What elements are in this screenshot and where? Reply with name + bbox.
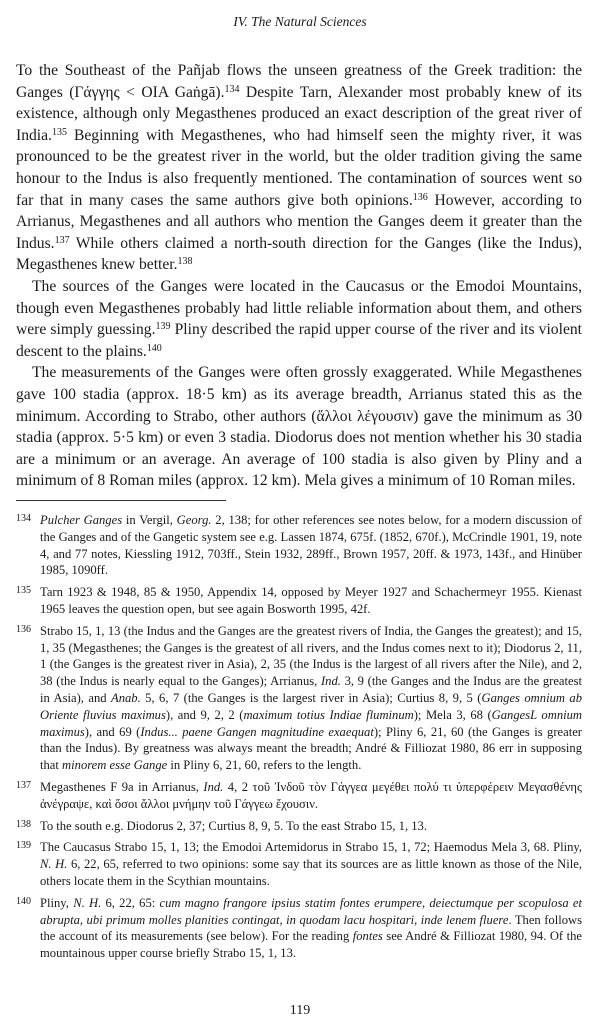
italic-span: Anab.	[111, 690, 141, 705]
footnote-135	[16, 584, 582, 618]
footnote-ref-136[interactable]: 136	[412, 191, 428, 203]
footnotes	[16, 512, 582, 967]
text-span: While others claimed a north-south direction for the Ganges (like the Indus), Megasthenes knew better.	[16, 234, 582, 274]
text-span: The Caucasus Strabo 15, 1, 13; the Emodoi Artemidorus in Strabo 15, 1, 72; Haemodus Mela 3, 68. Pliny,	[40, 840, 582, 855]
footnote-140	[16, 895, 582, 962]
main-text	[16, 60, 582, 492]
footnote-number: 136	[16, 623, 31, 635]
text-span: Pliny described the rapid upper course of the river and its violent descent to the plains.	[16, 321, 582, 360]
footnote-ref-137[interactable]: 137	[54, 234, 70, 246]
footnote-139	[16, 839, 582, 889]
footnote-text	[40, 895, 582, 962]
footnote-ref-135[interactable]: 135	[51, 126, 67, 138]
text-span: in Pliny 6, 21, 60, refers to the length.	[167, 758, 362, 773]
footnote-number: 138	[16, 818, 31, 830]
text-span: Despite Tarn, Alexander most probably knew of its existence, although only Megasthenes produced an exact description of the great river of India.	[16, 83, 582, 144]
text-span: see André & Filliozat 1980, 94. Of the mountainous upper course briefly Strabo 15, 1, 13.	[40, 929, 582, 961]
footnote-number: 140	[16, 895, 31, 907]
paragraph-ganges-sources	[16, 276, 582, 362]
italic-span: minorem esse Gange	[62, 758, 168, 773]
footnote-number: 137	[16, 779, 31, 791]
italic-span: Ind.	[203, 779, 224, 794]
italic-span: GangesL omnium maximus	[40, 707, 583, 739]
text-span: 4, 2 τοῦ Ἰνδοῦ τὸν Γάγγεα μεγέθει πολύ τι ὑπερφέρειν Μεγασθένης ἀνέγραψε, καὶ ὅσοι ἄλλοι μνήμην τοῦ Γάγγεω ἔχουσιν.	[40, 779, 582, 811]
text-span: ), and 9, 2, 2 (	[165, 707, 244, 722]
text-span: Strabo 15, 1, 13 (the Indus and the Ganges are the greatest rivers of India, the Ganges the greatest); and 15, 1, 35 (Megasthenes; the Ganges is the greatest of all rivers, and the Indus comes next to it); Diodorus 2, 11, 1 (the Ganges is the greatest river in Asia), 2, 35 (the Indus is the largest of all rivers after the Nile), and 2, 38 (the Indus is nearly equal to the Ganges); Arrianus,	[40, 623, 582, 689]
text-span: ); Pliny 6, 21, 60 (the Ganges is greater than the Indus). By greatness was always meant the breadth; André & Filliozat 1980, 86 err in supposing that	[40, 724, 582, 773]
text-span: Megasthenes F 9a in Arrianus,	[40, 779, 204, 794]
text-span: 6, 22, 65:	[101, 895, 160, 910]
footnote-text	[40, 818, 582, 835]
text-span: 6, 22, 65, referred to two opinions: some say that its sources are as little known as those of the Nile, others locate them in the Scythian mountains.	[40, 857, 582, 888]
text-span: However, according to Arrianus, Megasthenes and all authors who mention the Ganges deem it greater than the Indus.	[16, 191, 582, 252]
text-span: Pliny,	[40, 895, 74, 910]
italic-span: N. H.	[40, 857, 68, 872]
text-span: . Then follows the account of its measurements (see below). For the reading	[40, 912, 582, 944]
footnote-number: 134	[16, 513, 31, 524]
footnote-ref-138[interactable]: 138	[177, 256, 193, 268]
footnote-number: 139	[16, 840, 31, 852]
italic-span: fontes	[352, 929, 383, 944]
footnote-text	[40, 779, 582, 813]
text-span: To the Southeast of the Pañjab flows the unseen greatness of the Greek tradition: the Ganges (Γάγγης < OIA Gaṅgā).	[16, 62, 582, 101]
footnote-divider	[16, 500, 226, 501]
footnote-ref-140[interactable]: 140	[146, 342, 162, 354]
italic-span: Ind.	[320, 674, 341, 689]
page-number: 119	[289, 1003, 311, 1018]
footnote-136	[16, 623, 582, 774]
text-span: ), and 69 (	[84, 724, 141, 739]
footnote-text	[40, 623, 582, 774]
italic-span: Indus... paene Gangen magnitudine exaequat	[140, 724, 374, 739]
text-span: Tarn 1923 & 1948, 85 & 1950, Appendix 14, opposed by Meyer 1927 and Schachermeyr 1955. Kienast 1965 leaves the question open, but see again Bosworth 1995, 42f.	[40, 585, 582, 616]
footnote-137	[16, 779, 582, 813]
footnote-text	[40, 839, 582, 889]
text-span: 5, 6, 7 (the Ganges is the largest river in Asia); Curtius 8, 9, 5 (	[140, 690, 482, 705]
footnote-text	[40, 584, 582, 618]
text-span: To the south e.g. Diodorus 2, 37; Curtius 8, 9, 5. To the east Strabo 15, 1, 13.	[40, 818, 427, 833]
italic-span: Georg.	[176, 513, 212, 527]
italic-span: N. H.	[73, 895, 102, 910]
italic-span: Ganges omnium ab Oriente fluvius maximus	[40, 690, 582, 722]
footnote-number: 135	[16, 585, 31, 597]
text-span: 3, 9 (the Ganges and the Indus are the greatest in Asia), and	[40, 674, 582, 705]
footnote-text	[40, 512, 582, 579]
footnote-134	[16, 512, 582, 579]
text-span: in Vergil,	[122, 513, 177, 527]
text-span: 2, 138; for other references see notes below, for a modern discussion of the Ganges and of the Gangetic system see e.g. Lassen 1874, 675f. (1852, 670f.), McCrindle 1901, 19, note 4, and 77 notes, Kiessling 1912, 703ff., Stein 1932, 289ff., Brown 1957, 20ff. & 1973, 143f., and Hinüber 1985, 1090ff.	[40, 513, 582, 578]
paragraph-ganges-measurements: The measurements of the Ganges were often grossly exaggerated. While Megasthenes gave 100 stadia (approx. 18·5 km) as its average breadth, Arrianus stated this as the minimum. According to Strabo, other authors (ἄλλοι λέγουσιν) gave the minimum as 30 stadia (approx. 5·5 km) or even 3 stadia. Diodorus does not mention whether his 30 stadia are a minimum or an average. An average of 100 stadia is also given by Pliny and a minimum of 8 Roman miles (approx. 12 km). Mela gives a minimum of 10 Roman miles.	[16, 364, 582, 490]
running-header: IV. The Natural Sciences	[233, 14, 367, 29]
text-span: The sources of the Ganges were located in the Caucasus or the Emodoi Mountains, though even Megasthenes probably had little reliable information about them, and others were simply guessing.	[16, 277, 582, 339]
text-span: ); Mela 3, 68 (	[413, 707, 492, 722]
footnote-ref-139[interactable]: 139	[155, 321, 171, 333]
italic-span: Pulcher Ganges	[40, 513, 123, 527]
italic-span: maximum totius Indiae fluminum	[243, 707, 414, 722]
footnote-138	[16, 818, 582, 835]
footnote-ref-134[interactable]: 134	[224, 83, 240, 95]
text-span: Beginning with Megasthenes, who had himself seen the mighty river, it was pronounced to be the greatest river in the world, but the older tradition giving the same honour to the Indus is also frequently mentioned. The contamination of sources went so far that in many cases the same authors give both opinions.	[16, 126, 582, 209]
italic-span: cum magno frangore ipsius statim fontes erumpere, deiectumque per scopulosa et abrupta, ubi primum molles planities contingat, in quodam lacu hospitari, inde lenem fluere	[40, 895, 582, 927]
paragraph-ganges-tradition	[16, 60, 582, 276]
